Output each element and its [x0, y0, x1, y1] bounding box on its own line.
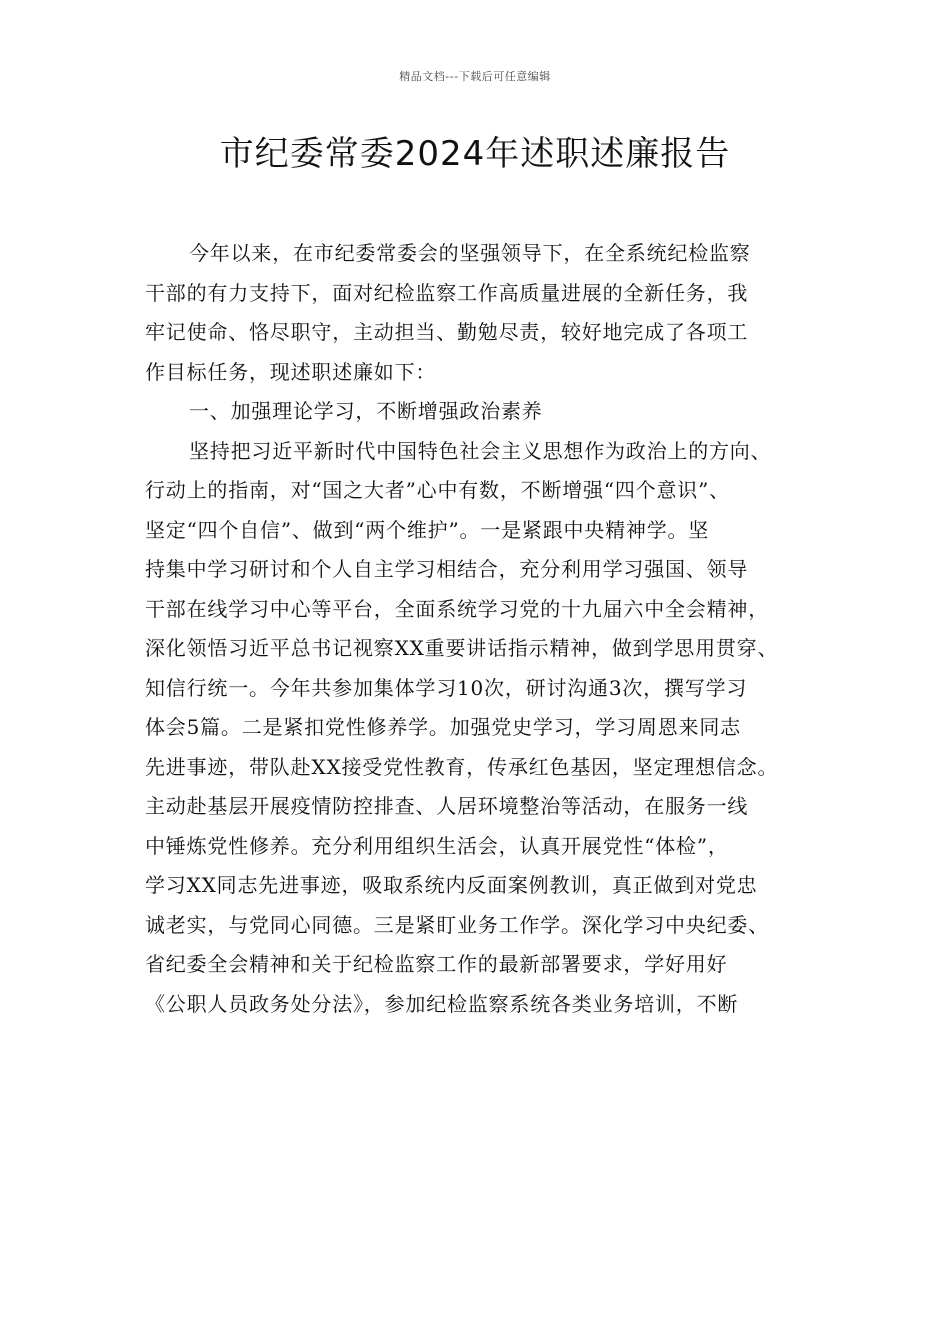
- body-line: 牢记使命、恪尽职守，主动担当、勤勉尽责，较好地完成了各项工: [145, 320, 749, 344]
- body-line: 诚老实，与党同心同德。三是紧盯业务工作学。深化学习中央纪委、: [145, 912, 769, 937]
- body-line: 深化领悟习近平总书记视察XX重要讲话指示精神，做到学思用贯穿、: [145, 636, 779, 660]
- body-line: 先进事迹，带队赴XX接受党性教育，传承红色基因，坚定理想信念。: [145, 754, 779, 779]
- body-line: 坚定“四个自信”、做到“两个维护”。一是紧跟中央精神学。坚: [145, 517, 710, 542]
- body-line: 知信行统一。今年共参加集体学习10次，研讨沟通3次，撰写学习: [145, 675, 748, 700]
- body-line: 《公职人员政务处分法》，参加纪检监察系统各类业务培训，不断: [145, 991, 739, 1016]
- body-line: 今年以来，在市纪委常委会的坚强领导下，在全系统纪检监察: [189, 241, 751, 265]
- body-line: 中锤炼党性修养。充分利用组织生活会，认真开展党性“体检”，: [145, 833, 729, 858]
- body-line: 作目标任务，现述职述廉如下：: [145, 359, 437, 384]
- body-line: 持集中学习研讨和个人自主学习相结合，充分利用学习强国、领导: [145, 557, 749, 581]
- header-note: 精品文档---下载后可任意编辑: [399, 70, 551, 83]
- body-line: 坚持把习近平新时代中国特色社会主义思想作为政治上的方向、: [189, 438, 772, 463]
- body-line: 干部的有力支持下，面对纪检监察工作高质量进展的全新任务，我: [145, 280, 749, 305]
- body-line: 省纪委全会精神和关于纪检监察工作的最新部署要求，学好用好: [145, 952, 728, 976]
- body-line: 主动赴基层开展疫情防控排查、人居环境整治等活动，在服务一线: [145, 794, 749, 818]
- body-line: 学习XX同志先进事迹，吸取系统内反面案例教训，真正做到对党忠: [145, 873, 758, 897]
- section-heading: 一、加强理论学习，不断增强政治素养: [189, 399, 543, 423]
- body-line: 干部在线学习中心等平台，全面系统学习党的十九届六中全会精神，: [145, 596, 769, 621]
- document-title: 市纪委常委2024年述职述廉报告: [219, 134, 731, 174]
- body-line: 体会5篇。二是紧扣党性修养学。加强党史学习，学习周恩来同志: [145, 715, 741, 739]
- body-line: 行动上的指南，对“国之大者”心中有数，不断增强“四个意识”、: [145, 478, 730, 502]
- document-body: [145, 234, 825, 1024]
